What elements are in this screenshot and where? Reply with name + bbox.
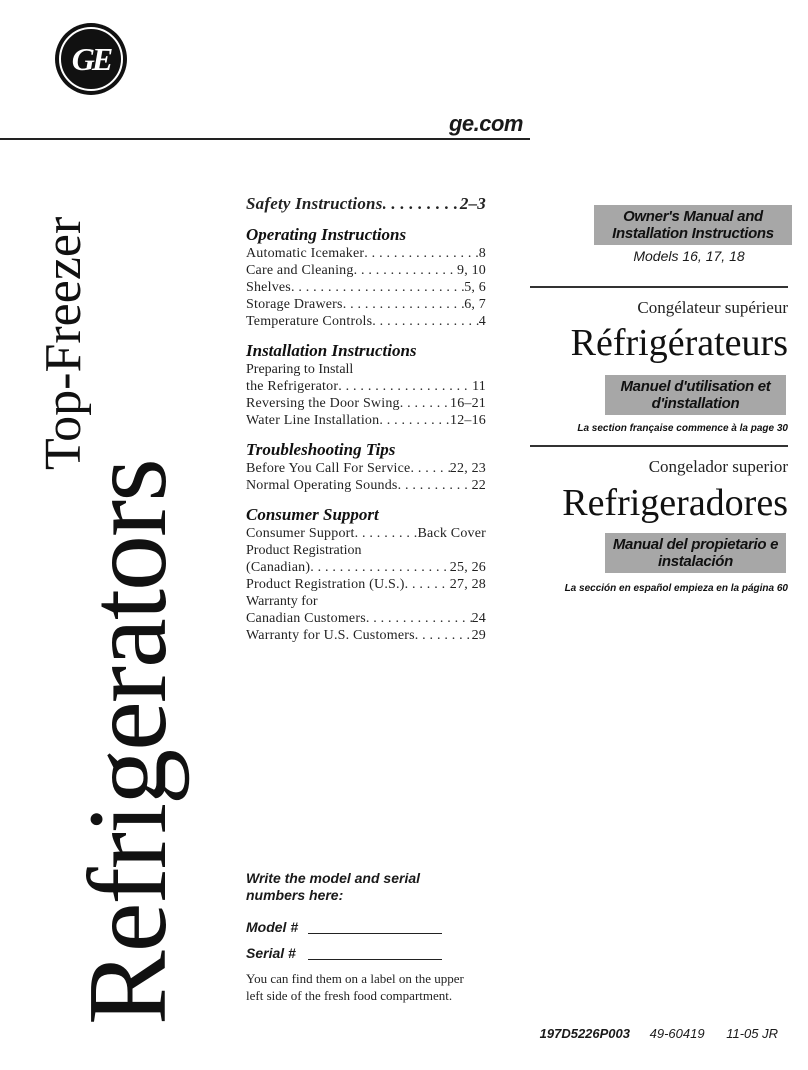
website-url: ge.com	[448, 111, 523, 136]
toc-entry-page: 16–21	[450, 396, 486, 411]
toc-entry-label: (Canadian)	[246, 560, 311, 575]
toc-entry-page: 8	[478, 246, 486, 261]
toc-entry-page: 27, 28	[449, 577, 486, 592]
serial-label: Serial #	[246, 945, 296, 961]
toc-entry-label: Reversing the Door Swing	[246, 396, 400, 411]
toc-entry	[246, 525, 486, 542]
toc-entry-page: 29	[471, 628, 486, 643]
model-label: Model #	[246, 919, 299, 935]
toc-leader	[366, 610, 472, 627]
toc-leader	[338, 378, 472, 395]
french-title: Réfrigérateurs	[570, 322, 788, 364]
toc-entry-page: 25, 26	[449, 560, 486, 575]
toc-leader	[372, 313, 479, 330]
toc-leader	[398, 477, 472, 494]
toc-section-installation	[246, 341, 486, 429]
toc-entry	[246, 460, 486, 477]
toc-section-heading: Consumer Support	[246, 505, 379, 524]
toc-entry-label: Canadian Customers	[246, 611, 366, 626]
toc-entry-page: 2–3	[459, 194, 486, 213]
toc-leader	[291, 279, 464, 296]
toc-entry-label: Automatic Icemaker	[246, 246, 365, 261]
french-note: La section française commence à la page 30	[577, 423, 788, 434]
table-of-contents	[246, 194, 486, 655]
toc-entry-page: 9, 10	[457, 263, 486, 278]
toc-section-heading: Operating Instructions	[246, 225, 407, 244]
toc-leader	[400, 395, 450, 412]
toc-entry	[246, 576, 486, 593]
toc-entry	[246, 279, 486, 296]
toc-leader	[343, 296, 465, 313]
toc-entry	[246, 313, 486, 330]
footer	[540, 1026, 778, 1041]
toc-section-safety	[246, 194, 486, 214]
logo-monogram: GE	[71, 41, 111, 77]
toc-leader	[405, 576, 450, 593]
part-code: 197D5226P003	[539, 1026, 630, 1041]
toc-leader	[383, 194, 460, 214]
toc-entry-label: Care and Cleaning	[246, 263, 354, 278]
ge-logo	[55, 23, 127, 95]
toc-entry-label: Storage Drawers	[246, 297, 343, 312]
toc-section-heading: Troubleshooting Tips	[246, 440, 396, 459]
spanish-title-box: Manual del propietario e instalación	[605, 533, 786, 573]
toc-entry-label: Product Registration (U.S.)	[246, 577, 405, 592]
toc-entry-prefix: Preparing to Install	[246, 362, 354, 377]
french-rule	[530, 286, 788, 288]
toc-entry	[246, 296, 486, 313]
toc-entry	[246, 262, 486, 279]
toc-leader	[310, 559, 450, 576]
publication-date: 11-05 JR	[726, 1026, 778, 1041]
spanish-note: La sección en español empieza en la página 60	[564, 583, 788, 594]
toc-section-consumer	[246, 505, 486, 644]
toc-section-operating	[246, 225, 486, 330]
toc-entry	[246, 477, 486, 494]
header-rule	[0, 138, 530, 140]
toc-leader	[355, 525, 418, 542]
french-title-box: Manuel d'utilisation et d'installation	[605, 375, 786, 415]
serial-number-line[interactable]	[308, 959, 442, 960]
toc-entry-page: 6, 7	[464, 297, 486, 312]
english-title-box: Owner's Manual and Installation Instructions	[594, 205, 792, 245]
toc-entry-page: 22, 23	[449, 461, 486, 476]
toc-entry-label: Warranty for U.S. Customers	[246, 628, 415, 643]
toc-section-troubleshooting	[246, 440, 486, 494]
toc-entry-label: Consumer Support	[246, 526, 355, 541]
toc-entry-page: 12–16	[450, 413, 486, 428]
toc-entry-label: Normal Operating Sounds	[246, 478, 398, 493]
models-text: Models 16, 17, 18	[633, 248, 745, 264]
toc-leader	[364, 245, 479, 262]
record-prompt: Write the model and serial numbers here:	[246, 870, 421, 903]
toc-entry-label: Shelves	[246, 280, 291, 295]
model-number-line[interactable]	[308, 933, 442, 934]
toc-entry-prefix: Warranty for	[246, 594, 318, 609]
spanish-subtitle: Congelador superior	[648, 457, 788, 476]
french-subtitle: Congélateur supérieur	[637, 298, 788, 317]
toc-entry	[246, 627, 486, 644]
vertical-title: Refrigerators	[66, 460, 190, 1025]
toc-entry-label: Water Line Installation	[246, 413, 380, 428]
toc-entry-page: Back Cover	[417, 526, 486, 541]
toc-entry-label: Before You Call For Service	[246, 461, 411, 476]
toc-entry	[246, 245, 486, 262]
toc-entry-page: 11	[472, 379, 486, 394]
toc-entry	[246, 194, 486, 214]
toc-entry	[246, 610, 486, 627]
vertical-subtitle: Top-Freezer	[35, 216, 92, 470]
toc-entry-page: 22	[471, 478, 486, 493]
label-location-text: You can find them on a label on the upper left side of the fresh food compartment.	[246, 971, 464, 1003]
toc-entry	[246, 395, 486, 412]
toc-entry	[246, 559, 486, 576]
publication-number: 49-60419	[649, 1026, 705, 1041]
toc-leader	[379, 412, 450, 429]
spanish-title: Refrigeradores	[562, 482, 788, 524]
toc-entry	[246, 412, 486, 429]
toc-leader	[415, 627, 472, 644]
toc-leader	[354, 262, 457, 279]
toc-entry-page: 5, 6	[464, 280, 486, 295]
toc-leader	[410, 460, 449, 477]
toc-entry-page: 4	[478, 314, 486, 329]
toc-entry-page: 24	[471, 611, 486, 626]
toc-entry-label: Safety Instructions	[246, 194, 383, 213]
toc-section-heading: Installation Instructions	[246, 341, 417, 360]
toc-entry	[246, 378, 486, 395]
spanish-rule	[530, 445, 788, 447]
toc-entry-prefix: Product Registration	[246, 543, 362, 558]
toc-entry-label: the Refrigerator	[246, 379, 339, 394]
toc-entry-label: Temperature Controls	[246, 314, 373, 329]
